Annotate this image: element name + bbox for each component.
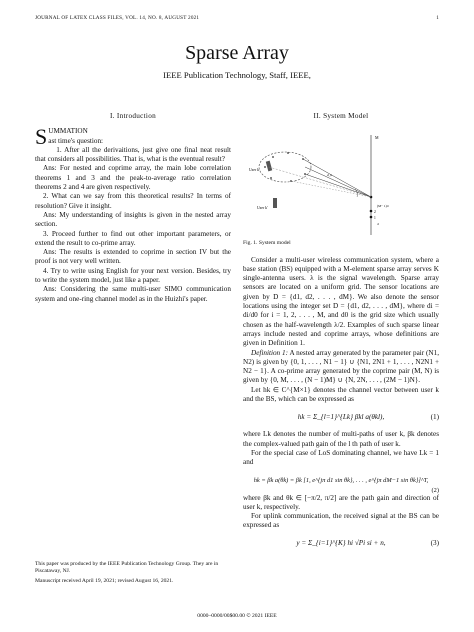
definition-label: Definition 1: [251,348,288,357]
right-column [243,112,439,557]
equation-1-body: hk = Σ_{l=1}^{Lk} βkl a(θkl), [297,412,385,421]
authors-text: IEEE Publication Technology, Staff, IEEE, [163,70,311,80]
user-k-phone-icon [266,161,272,172]
copyright-line: 0000–0000/00$00.00 © 2021 IEEE [197,613,277,619]
spacing-label: (M− 1)d [377,204,389,209]
journal-line: JOURNAL OF LATEX CLASS FILES, VOL. 14, NO. 8, AUGUST 2021 [35,15,200,21]
array-element [370,216,373,219]
user-kp-label: User k' [257,206,268,211]
scatter-ring [259,152,311,182]
system-paragraph-3: Let hk ∈ C^{M×1} denotes the channel vector between user k and the BS, which can be expressed as [243,385,439,404]
summation-paragraph [35,124,231,150]
scatterer [264,166,266,168]
scatterer [287,152,289,154]
equation-3-body: y = Σ_{i=1}^{K} hi √Pi si + n, [296,539,386,548]
system-paragraph-6: where βk and θk ∈ [−π/2, π/2] are the path gain and direction of user k, respectively. [243,493,439,511]
system-model-diagram [243,127,439,237]
answer-3: Ans: The results is extended to coprime in section IV but the proof is not very well written. [35,248,231,266]
last-time-line: ast time's question: [48,136,104,145]
equation-2 [243,468,439,494]
system-model-figure [243,127,439,237]
answer-4: Ans: Considering the same multi-user SIMO communication system and one-ring channel model as in the Huizhi's paper. [35,285,231,303]
footnote-2-text: Manuscript received April 19, 2021; revised August 16, 2021. [35,578,174,584]
answer-1: Ans: For nested and coprime array, the main lobe correlation theorems 1 and 3 and the peak-to-average ratio correlation theorems 2 and 4 are given respectively. [35,164,231,192]
figure-caption: Fig. 1. System model [243,240,291,247]
element-2-label: 2 [374,210,376,215]
question-3: 3. Proceed further to find out other important parameters, or extend the result to co-prime array. [35,229,231,247]
user-k-label: User k [249,168,260,173]
equation-3 [243,531,439,557]
footnote-1 [35,561,231,575]
drop-cap: S [35,124,48,150]
array-element [370,210,373,213]
question-1: 1. After all the derivaitions, just give one final neat result that considers all possibilities. That is, what is the eventual result? [35,145,231,164]
d-label: d [377,222,379,227]
footnote-2 [35,578,231,585]
footnote-1-text: This paper was produced by the IEEE Publication Technology Group. They are in Piscataway, NJ. [35,561,219,574]
system-paragraph-4: where Lk denotes the number of multi-paths of user k, βk denotes the complex-valued path gain of the l th path of user k. [243,430,439,448]
scatterer [272,156,274,158]
ray [305,167,371,197]
running-header [35,15,439,21]
paper-title: Sparse Array [185,42,289,64]
summation-word: UMMATION [48,127,88,136]
definition-text: A nested array generated by the parameter pair (N1, N2) is given by {0, 1, . . . , N1 − 1} ∪ {N1, 2N1 + 1, . . . , N2N1 + N2 − 1}. A co-prime array generated by the coprime pair (M, N) is given by {0, M, . . . , (N − 1)M} ∪ {N, 2N, . . . , (2M − 1)N}. [243,348,440,385]
ray [291,181,371,197]
range-label: d_k [327,173,332,178]
equation-3-number: (3) [430,539,439,548]
equation-1-number: (1) [430,412,439,421]
page-number: 1 [436,15,439,21]
answer-2: Ans: My understanding of insights is given in the nested array section. [35,210,231,229]
paper-authors [0,70,474,80]
left-column [35,112,231,304]
system-paragraph-5: For the special case of LoS dominating channel, we have Lk = 1 and [243,448,439,467]
question-2: 2. What can we say from this theoretical results? In terms of resolution? Give it insight. [35,192,231,210]
section-heading-system-model: II. System Model [313,112,369,120]
user-kp-phone-icon [273,198,277,208]
axis-m-label: M [375,135,379,141]
system-paragraph-1: Consider a multi-user wireless communication system, where a base station (BS) equipped with a M-element sparse array serves K single-antenna users. λ is the signal wavelength. Sparse array sensors are located on a uniform grid. The sensor locations are given by D = {d1, d2, . . . , dM}. We also denote the sensor locations using the integer set D = {d1, d2, . . . , dM}, where di = di/d0 for i = 1, 2, . . . , M, and d0 is the grid size which usually chosen as the half-wavelength λ/2. Examples of such sparse linear arrays include nested and coprime arrays, whose definitions are given in Definition 1. [243,255,439,348]
scatterer [270,177,272,179]
equation-2-number: (2) [431,486,439,494]
ray [303,159,371,197]
equation-1 [243,404,439,430]
definition-paragraph [243,349,439,386]
element-1-label: 1 [374,216,376,221]
system-paragraph-7: For uplink communication, the received signal at the BS can be expressed as [243,512,439,530]
equation-2-body: hk = βk a(θk) = βk [1, e^{jπ d1 sin θk}, . . . , e^{jπ dM−1 sin θk}]^T, [253,476,429,484]
ray [305,174,371,197]
section-heading-introduction: I. Introduction [109,112,157,120]
question-4: 4. Try to write using English for your next version. Besides, try to write the system model, just like a paper. [35,266,231,285]
